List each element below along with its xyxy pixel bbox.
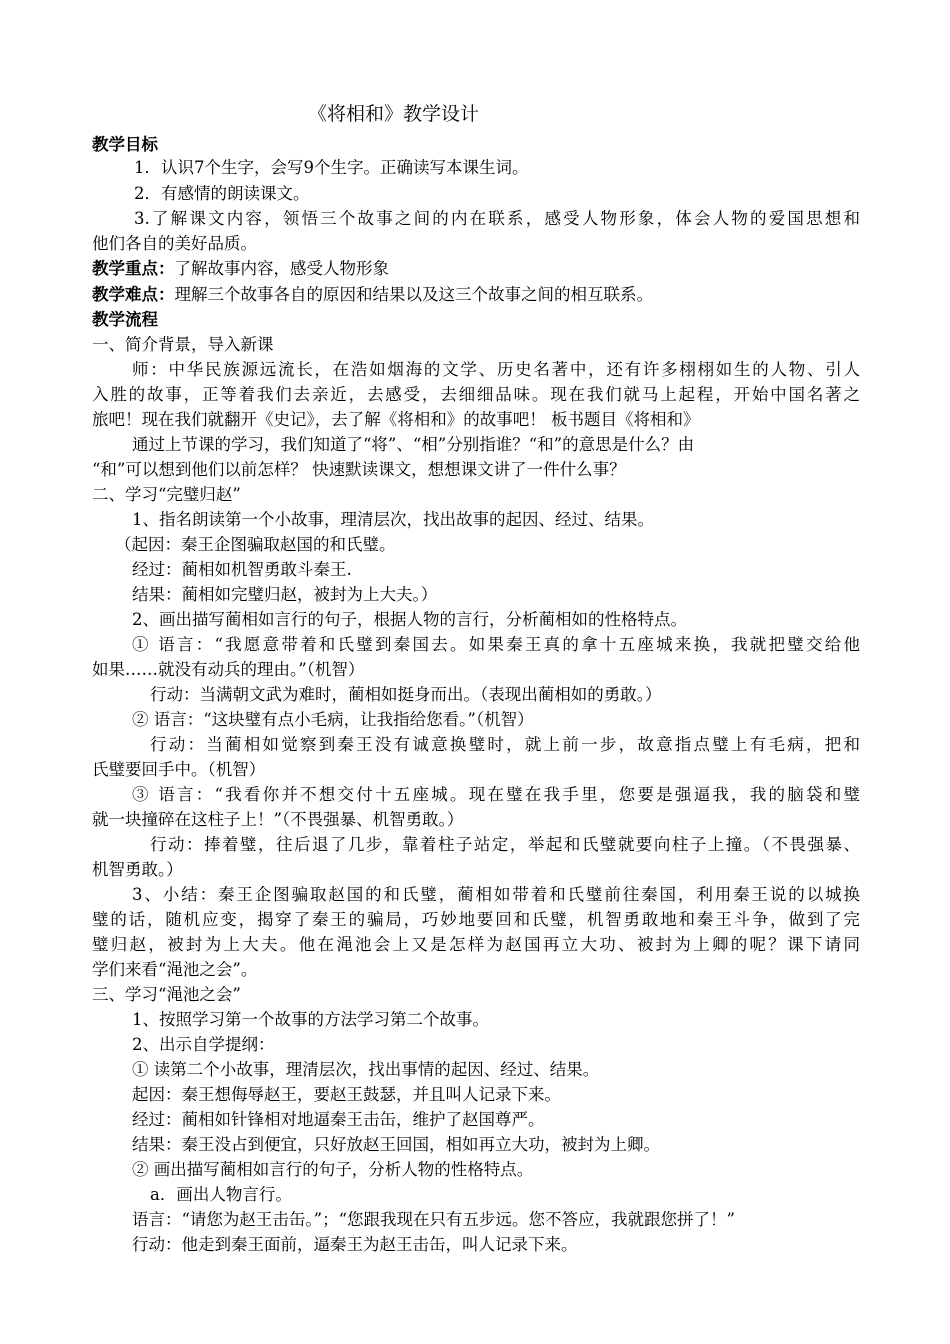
line-text: 结果：蔺相如完璧归赵，被封为上大夫。） [132, 585, 438, 604]
text-line [132, 1158, 533, 1182]
bold-heading: 教学重点： [92, 259, 175, 278]
text-line [92, 133, 158, 157]
bold-heading: 教学目标 [92, 135, 158, 154]
text-line [132, 358, 860, 382]
text-line [132, 1233, 578, 1257]
line-text: ① 语言：“我愿意带着和氏璧到秦国去。如果秦王真的拿十五座城来换，我就把璧交给他 [132, 635, 860, 654]
line-text: ② 画出描写蔺相如言行的句子，分析人物的性格特点。 [132, 1160, 534, 1179]
text-line [132, 1208, 735, 1232]
line-text: 行动：当满朝文武为难时，蔺相如挺身而出。（表现出蔺相如的勇敢。） [150, 685, 662, 704]
text-line [132, 633, 860, 657]
line-text: 入胜的故事，正等着我们去亲近，去感受，去细细品味。现在我们就马上起程，开始中国名著之 [92, 385, 860, 404]
text-line [92, 308, 158, 332]
text-line [115, 533, 396, 557]
text-line [132, 608, 687, 632]
text-line [132, 508, 654, 532]
line-text: 2、出示自学提纲： [132, 1035, 275, 1054]
text-line [92, 283, 653, 307]
line-text: ③ 语言：“我看你并不想交付十五座城。现在璧在我手里，您要是强逼我，我的脑袋和璧 [132, 785, 860, 804]
text-line [92, 257, 389, 281]
line-text: 行动：捧着璧，往后退了几步，靠着柱子站定，举起和氏璧就要向柱子上撞。（不畏强暴、 [150, 835, 860, 854]
text-line [92, 408, 700, 432]
line-text: 结果：秦王没占到便宜，只好放赵王回国，相如再立大功，被封为上卿。 [132, 1135, 660, 1154]
text-line [132, 1058, 599, 1082]
line-text: 经过：蔺相如针锋相对地逼秦王击缶，维护了赵国尊严。 [132, 1110, 545, 1129]
line-text: 2、画出描写蔺相如言行的句子，根据人物的言行，分析蔺相如的性格特点。 [132, 610, 687, 629]
text-line [92, 383, 860, 407]
text-line [92, 483, 241, 507]
line-text: 理解三个故事各自的原因和结果以及这三个故事之间的相互联系。 [174, 285, 653, 304]
text-line [92, 758, 265, 782]
text-line [92, 658, 364, 682]
line-text: 1、按照学习第一个故事的方法学习第二个故事。 [132, 1010, 489, 1029]
line-text: 机智勇敢。） [92, 860, 183, 879]
text-line [132, 883, 860, 907]
text-line [132, 783, 860, 807]
text-line [132, 708, 534, 732]
line-text: a．画出人物言行。 [150, 1185, 292, 1204]
bold-heading: 教学难点： [92, 285, 175, 304]
line-text: 3、小结：秦王企图骗取赵国的和氏璧，蔺相如带着和氏璧前往秦国，利用秦王说的以城换 [132, 885, 860, 904]
line-text: 他们各自的美好品质。 [92, 234, 257, 253]
text-line [92, 908, 860, 932]
line-text: 三、学习“渑池之会” [92, 985, 241, 1004]
line-text: 行动：他走到秦王面前，逼秦王为赵王击缶，叫人记录下来。 [132, 1235, 578, 1254]
text-line [132, 1083, 561, 1107]
text-line [132, 433, 694, 457]
line-text: 了解故事内容，感受人物形象 [174, 259, 389, 278]
line-text: 如果……就没有动兵的理由。”（机智） [92, 660, 365, 679]
line-text: 经过：蔺相如机智勇敢斗秦王. [132, 560, 352, 579]
bold-heading: 教学流程 [92, 310, 158, 329]
line-text: 1、指名朗读第一个小故事，理清层次，找出故事的起因、经过、结果。 [132, 510, 654, 529]
text-line [150, 833, 860, 857]
line-text: 氏璧要回手中。（机智） [92, 760, 266, 779]
line-text: 1．认识7个生字，会写9个生字。正确读写本课生词。 [134, 158, 529, 177]
text-line [150, 733, 860, 757]
line-text: 学们来看“渑池之会”。 [92, 960, 258, 979]
line-text: “和”可以想到他们以前怎样？ 快速默读课文，想想课文讲了一件什么事？ [92, 460, 626, 479]
text-line [92, 983, 241, 1007]
text-line [132, 583, 437, 607]
text-line [150, 683, 662, 707]
text-line [132, 1108, 545, 1132]
line-text: ② 语言：“这块璧有点小毛病，让我指给您看。”（机智） [132, 710, 534, 729]
text-line [92, 858, 183, 882]
line-text: 一、简介背景，导入新课 [92, 335, 274, 354]
text-line [134, 182, 310, 206]
line-text: 璧的话，随机应变，揭穿了秦王的骗局，巧妙地要回和氏璧，机智勇敢地和秦王斗争，做到了完 [92, 910, 860, 929]
text-line [150, 1183, 292, 1207]
text-line [92, 458, 626, 482]
line-text: 语言：“请您为赵王击缶。”；“您跟我现在只有五步远。您不答应，我就跟您拼了！” [132, 1210, 735, 1229]
line-text: 旅吧！现在我们就翻开《史记》，去了解《将相和》的故事吧！ 板书题目《将相和》 [92, 410, 700, 429]
line-text: 就一块撞碎在这柱子上！”（不畏强暴、机智勇敢。） [92, 810, 464, 829]
text-line [132, 1008, 489, 1032]
line-text: 3.了解课文内容，领悟三个故事之间的内在联系，感受人物形象，体会人物的爱国思想和 [134, 209, 860, 228]
line-text: （起因：秦王企图骗取赵国的和氏璧。 [115, 535, 396, 554]
line-text: 通过上节课的学习，我们知道了“将”、“相”分别指谁？“和”的意思是什么？由 [132, 435, 695, 454]
document-title: 《将相和》教学设计 [308, 103, 480, 125]
line-text: 2．有感情的朗读课文。 [134, 184, 310, 203]
text-line [134, 207, 860, 231]
text-line [132, 558, 352, 582]
text-line [132, 1033, 275, 1057]
line-text: 二、学习“完璧归赵” [92, 485, 241, 504]
text-line [92, 933, 860, 957]
line-text: 师：中华民族源远流长，在浩如烟海的文学、历史名著中，还有许多栩栩如生的人物、引人 [132, 360, 860, 379]
line-text: 行动：当蔺相如觉察到秦王没有诚意换璧时，就上前一步，故意指点璧上有毛病，把和 [150, 735, 860, 754]
text-line [92, 232, 257, 256]
text-line [134, 156, 529, 180]
line-text: ① 读第二个小故事，理清层次，找出事情的起因、经过、结果。 [132, 1060, 600, 1079]
text-line [132, 1133, 660, 1157]
line-text: 起因：秦王想侮辱赵王，要赵王鼓瑟，并且叫人记录下来。 [132, 1085, 561, 1104]
text-line [92, 958, 257, 982]
line-text: 璧归赵，被封为上大夫。他在渑池会上又是怎样为赵国再立大功、被封为上卿的呢？课下请同 [92, 935, 860, 954]
text-line [92, 808, 463, 832]
text-line [92, 333, 274, 357]
